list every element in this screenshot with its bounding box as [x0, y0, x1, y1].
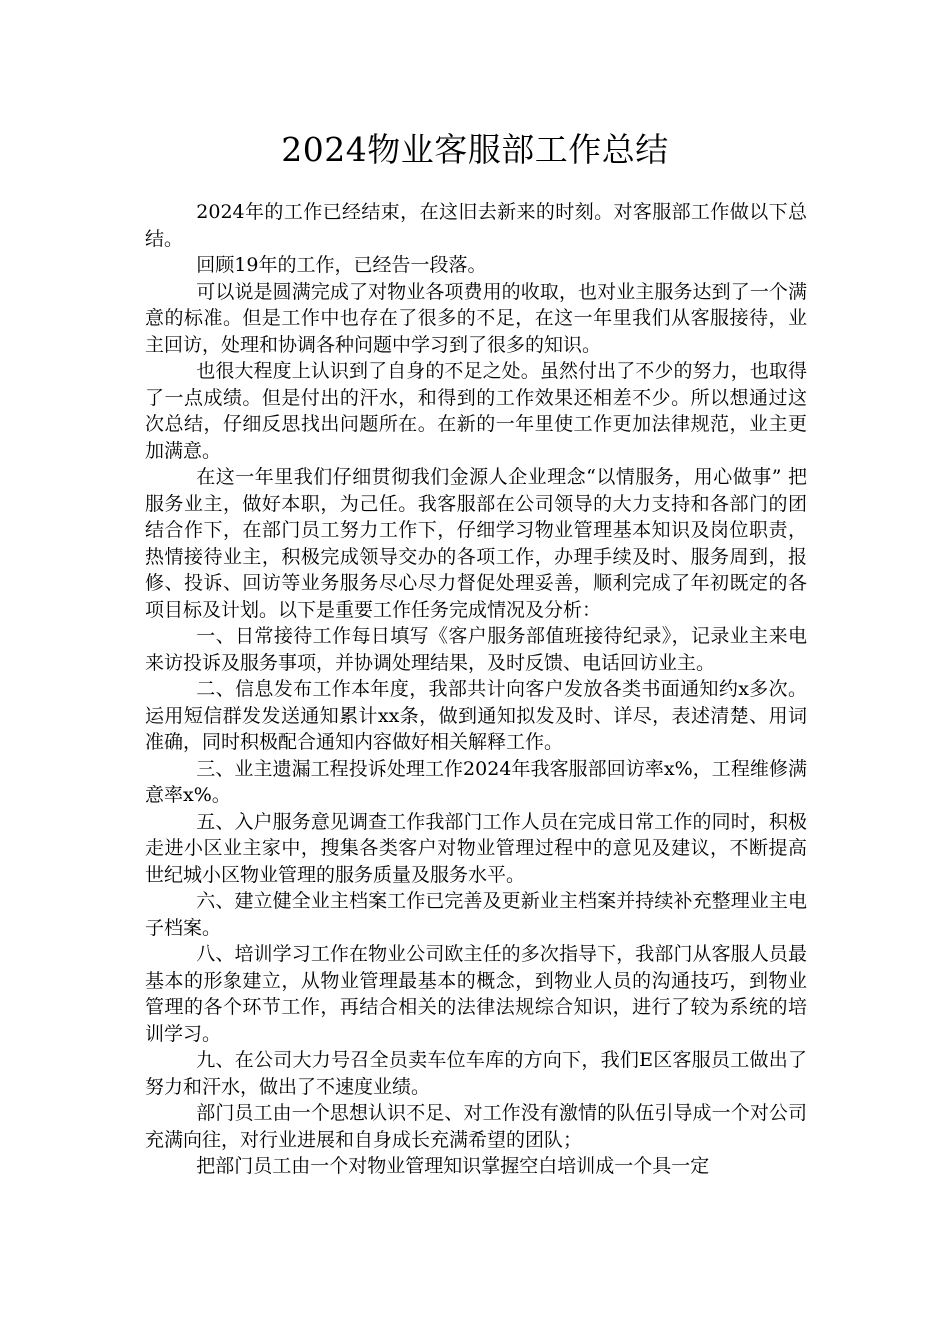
paragraph: 五、入户服务意见调查工作我部门工作人员在完成日常工作的同时，积极走进小区业主家中，搜集各类客户对物业管理过程中的意见及建议，不断提高世纪城小区物业管理的服务质量及服务水平。	[145, 810, 807, 886]
paragraph: 二、信息发布工作本年度，我部共计向客户发放各类书面通知约x多次。运用短信群发发送通知累计xx条，做到通知拟发及时、详尽，表述清楚、用词准确，同时积极配合通知内容做好相关解释工作。	[145, 678, 807, 753]
paragraph: 一、日常接待工作每日填写《客户服务部值班接待纪录》，记录业主来电来访投诉及服务事项，并协调处理结果，及时反馈、电话回访业主。	[145, 625, 807, 674]
paragraph: 把部门员工由一个对物业管理知识掌握空白培训成一个具一定	[196, 1155, 710, 1177]
paragraph: 也很大程度上认识到了自身的不足之处。虽然付出了不少的努力，也取得了一点成绩。但是付出的汗水，和得到的工作效果还相差不少。所以想通过这次总结，仔细反思找出问题所在。在新的一年里使工作更加法律规范，业主更加满意。	[145, 360, 807, 462]
paragraph: 九、在公司大力号召全员卖车位车库的方向下，我们E区客服员工做出了努力和汗水，做出了不速度业绩。	[145, 1049, 807, 1098]
paragraph: 在这一年里我们仔细贯彻我们金源人企业理念“以情服务，用心做事” 把服务业主，做好本职，为己任。我客服部在公司领导的大力支持和各部门的团结合作下，在部门员工努力工作下，仔细学习物业管理基本知识及岗位职责，热情接待业主，积极完成领导交办的各项工作，办理手续及时、服务周到，报修、投诉、回访等业务服务尽心尽力督促处理妥善，顺利完成了年初既定的各项目标及计划。以下是重要工作任务完成情况及分析：	[145, 466, 807, 621]
document-title: 2024物业客服部工作总结	[281, 130, 669, 169]
paragraph: 六、建立健全业主档案工作已完善及更新业主档案并持续补充整理业主电子档案。	[145, 890, 807, 939]
paragraph: 八、培训学习工作在物业公司欧主任的多次指导下，我部门从客服人员最基本的形象建立，从物业管理最基本的概念，到物业人员的沟通技巧，到物业管理的各个环节工作，再结合相关的法律法规综合知识，进行了较为系统的培训学习。	[145, 943, 807, 1045]
document-body	[145, 199, 807, 1180]
paragraph: 可以说是圆满完成了对物业各项费用的收取，也对业主服务达到了一个满意的标准。但是工作中也存在了很多的不足，在这一年里我们从客服接待，业主回访，处理和协调各种问题中学习到了很多的知识。	[145, 280, 807, 356]
paragraph: 部门员工由一个思想认识不足、对工作没有激情的队伍引导成一个对公司充满向往，对行业进展和自身成长充满希望的团队；	[145, 1102, 807, 1151]
paragraph: 回顾19年的工作，已经告一段落。	[196, 254, 487, 276]
paragraph: 2024年的工作已经结束，在这旧去新来的时刻。对客服部工作做以下总结。	[145, 201, 807, 250]
paragraph: 三、业主遗漏工程投诉处理工作2024年我客服部回访率x%，工程维修满意率x%。	[145, 757, 807, 806]
